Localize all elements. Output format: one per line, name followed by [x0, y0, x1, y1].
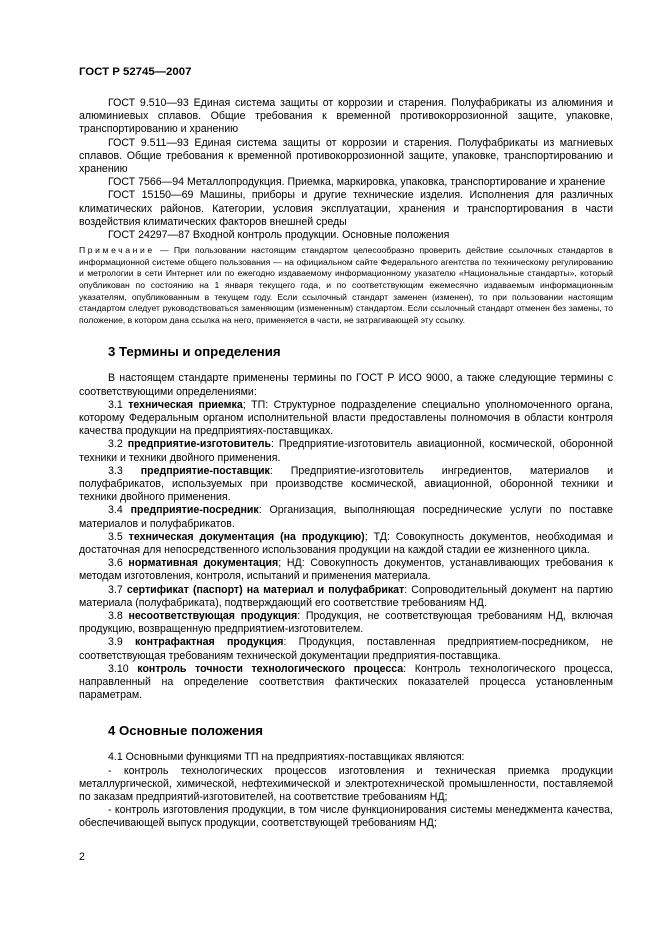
term-name: предприятие-изготовитель	[127, 438, 271, 451]
term-name: техническая приемка	[128, 398, 243, 411]
term-number: 3.7	[108, 583, 123, 596]
term-definition: ; НД: Совокупность документов, устанавливающих требования к методам изготовления, контроля, испытаний и применения материала.	[79, 557, 613, 583]
note-text: — При пользовании настоящим стандартом целесообразно проверить действие ссылочных стандартов в информационной системе общего пользования — на официальном сайте Федерального агентства по техническому регулированию и метрологии в сети Интернет или по ежегодно издаваемому информационному указателю «Национальные стандарты», который опубликован по состоянию на 1 января текущего года, и по соответствующим ежемесячно издаваемым информационным указателям, опубликованным в текущем году. Если ссылочный стандарт заменен (изменен), то при пользовании настоящим стандартом следует руководствоваться заменяющим (измененным) стандартом. Если ссылочный стандарт отменен без замены, то положение, в котором дана ссылка на него, применяется в части, не затрагивающей эту ссылку.	[79, 245, 613, 325]
term-definition-item	[79, 636, 613, 662]
reference-item: ГОСТ 9.510—93 Единая система защиты от коррозии и старения. Полуфабрикаты из алюминия и алюминиевых сплавов. Общие требования к временной противокоррозионной защите, упаковке, транспортированию и хранению	[79, 97, 613, 136]
term-number: 3.2	[108, 438, 123, 451]
term-number: 3.3	[108, 464, 123, 477]
term-definition: : Сопроводительный документ на партию материала (полуфабриката), подтверждающий его соответствие требованиям НД.	[79, 583, 614, 609]
term-definition: : Продукция, поставленная предприятием-посредником, не соответствующая требованиям технической документации предприятия-поставщика.	[79, 636, 614, 662]
term-number: 3.1	[108, 398, 123, 411]
section-3-intro: В настоящем стандарте применены термины по ГОСТ Р ИСО 9000, а также следующие термины с соответствующими определениями:	[79, 372, 613, 398]
term-definition: : Организация, выполняющая посреднические услуги по поставке материалов и полуфабрикатов.	[79, 504, 613, 530]
note-label: Примечание	[79, 245, 155, 256]
term-definition: ; ТП: Структурное подразделение специально уполномоченного органа, которому Федеральным органом исполнительной власти предоставлены полномочия в области контроля качества продукции на предприятиях-поставщиках.	[79, 398, 613, 438]
reference-item: ГОСТ 9.511—93 Единая система защиты от коррозии и старения. Полуфабрикаты из магниевых сплавов. Общие требования к временной противокоррозионной защите, упаковке, транспортированию и хранению	[79, 136, 613, 176]
term-number: 3.10	[108, 662, 129, 675]
section-4-paragraph: - контроль изготовления продукции, в том числе функционирования системы менеджмента качества, обеспечивающей выпуск продукции, соответствующей требованиям НД;	[79, 804, 613, 830]
terms-list	[79, 399, 613, 703]
term-number: 3.4	[108, 504, 123, 517]
term-number: 3.6	[108, 557, 123, 570]
term-definition-item	[79, 557, 613, 583]
term-number: 3.9	[108, 636, 123, 649]
note-paragraph	[79, 245, 613, 326]
term-name: несоответствующая продукция	[128, 610, 298, 623]
term-definition: ; ТД: Совокупность документов, необходимая и достаточная для непосредственного использования продукции на каждой стадии ее жизненного цикла.	[79, 530, 613, 557]
term-name: нормативная документация	[128, 557, 279, 570]
reference-item: ГОСТ 15150—69 Машины, приборы и другие технические изделия. Исполнения для различных климатических районов. Категории, условия эксплуатации, хранения и транспортирования в части воздействия климатических факторов внешней среды	[79, 189, 613, 228]
term-name: контроль точности технологического процесса	[137, 662, 404, 675]
term-definition-item	[79, 438, 613, 464]
term-definition-item	[79, 584, 613, 610]
term-definition: : Контроль технологического процесса, направленный на определение соответствия фактических показателей процесса установленным параметрам.	[79, 662, 613, 702]
term-name: предприятие-поставщик	[140, 464, 270, 477]
term-definition: : Предприятие-изготовитель авиационной, космической, оборонной техники и техники двойного применения.	[79, 438, 613, 464]
term-name: сертификат (паспорт) на материал и полуфабрикат	[126, 583, 405, 596]
term-definition: : Продукция, не соответствующая требованиям НД, включая продукцию, возвращенную предприятием-изготовителем.	[79, 610, 614, 636]
reference-item: ГОСТ 24297—87 Входной контроль продукции. Основные положения	[108, 229, 450, 242]
term-definition-item	[79, 610, 613, 636]
term-name: контрафактная продукция	[135, 636, 284, 649]
document-body	[79, 97, 613, 831]
section-3-heading: 3 Термины и определения	[108, 344, 281, 360]
term-number: 3.8	[108, 610, 123, 623]
term-number: 3.5	[108, 530, 123, 543]
document-code-header: ГОСТ Р 52745—2007	[79, 66, 192, 78]
term-definition-item	[79, 663, 613, 703]
term-definition-item	[79, 504, 613, 530]
page-number: 2	[79, 851, 85, 863]
reference-item: ГОСТ 7566—94 Металлопродукция. Приемка, маркировка, упаковка, транспортирование и хранение	[108, 176, 606, 189]
term-definition-item	[79, 531, 613, 557]
section-4-paragraph: 4.1 Основными функциями ТП на предприятиях-поставщиках являются:	[108, 751, 465, 764]
section-4-paragraph: - контроль технологических процессов изготовления и техническая приемка продукции металлургической, химической, нефтехимической и электротехнической промышленности, поставляемой по заказам предприятий-изготовителей, на соответствие требованиям НД;	[79, 764, 613, 804]
term-name: техническая документация (на продукцию)	[128, 530, 365, 543]
term-name: предприятие-посредник	[130, 504, 259, 517]
term-definition-item	[79, 399, 613, 439]
term-definition: : Предприятие-изготовитель ингредиентов, материалов и полуфабрикатов, используемых при производстве космической, авиационной, оборонной техники и техники двойного применения.	[79, 464, 613, 504]
section-4-heading: 4 Основные положения	[108, 723, 263, 739]
term-definition-item	[79, 465, 613, 505]
